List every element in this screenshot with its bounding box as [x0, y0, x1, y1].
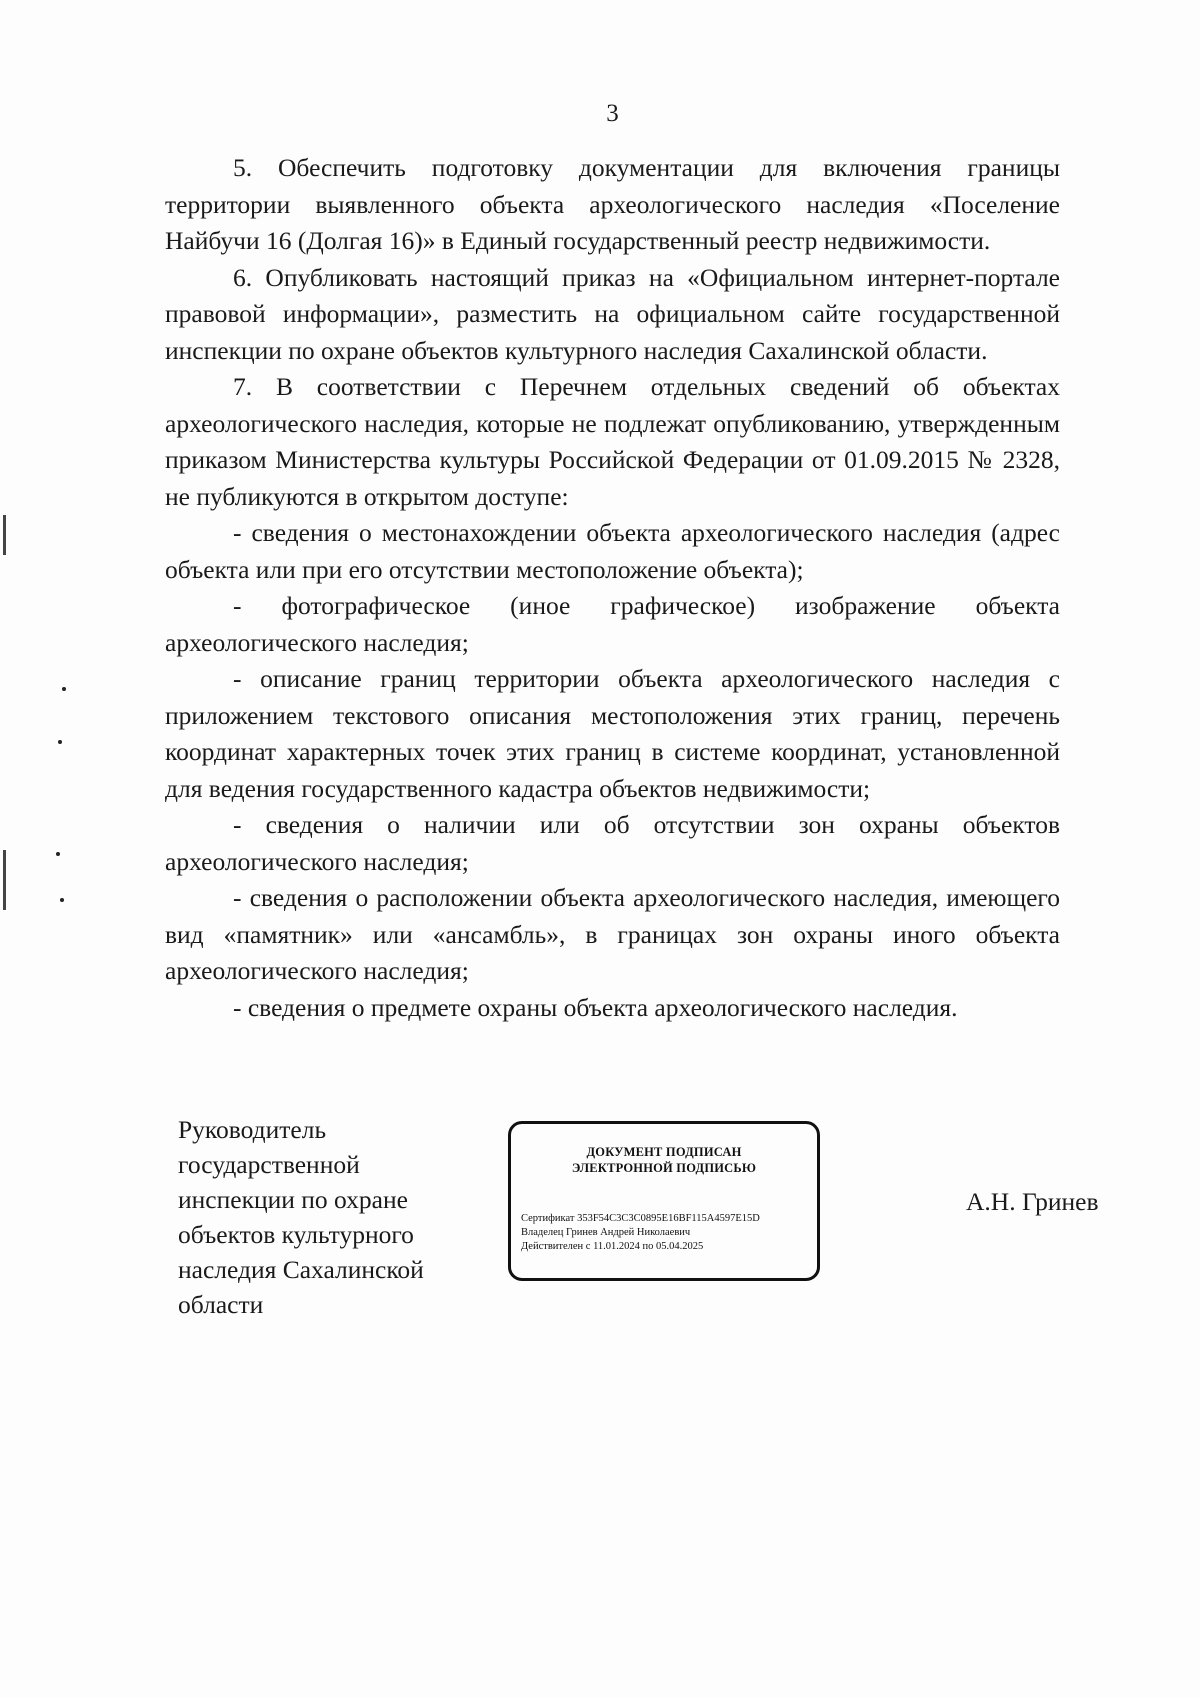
stamp-title-line: ЭЛЕКТРОННОЙ ПОДПИСЬЮ — [571, 1161, 757, 1175]
signatory-position — [178, 1112, 468, 1322]
position-line: объектов культурного — [178, 1220, 414, 1249]
paragraph-5: 5. Обеспечить подготовку документации для включения границы территории выявленного объекта археологического наследия «Поселение Найбучи 16 (Долгая 16)» в Единый государственный реестр недвижимости. — [165, 153, 1060, 255]
signatory-name: А.Н. Гринев — [966, 1187, 1099, 1216]
page-number: 3 — [606, 100, 619, 127]
position-line: государственной — [178, 1150, 360, 1179]
list-item-monument-location: - сведения о расположении объекта археологического наследия, имеющего вид «памятник» или «ансамбль», в границах зон охраны иного объекта археологического наследия; — [165, 883, 1060, 985]
stamp-details — [521, 1212, 816, 1254]
position-line: Руководитель — [178, 1115, 327, 1144]
scan-edge-mark — [3, 850, 6, 910]
list-item-photo: - фотографическое (иное графическое) изображение объекта археологического наследия; — [165, 591, 1060, 657]
scan-speck — [62, 687, 66, 691]
list-item-protection-subject: - сведения о предмете охраны объекта археологического наследия. — [233, 992, 958, 1022]
list-item-boundaries: - описание границ территории объекта археологического наследия с приложением текстового описания местоположения этих границ, перечень координат характерных точек этих границ в системе координат, установленной для ведения государственного кадастра объектов недвижимости; — [165, 664, 1060, 803]
electronic-signature-stamp — [508, 1121, 820, 1281]
position-line: инспекции по охране — [178, 1185, 408, 1214]
scan-speck — [56, 852, 60, 856]
list-item-protection-zones: - сведения о наличии или об отсутствии зон охраны объектов археологического наследия; — [165, 810, 1060, 876]
stamp-title — [511, 1144, 817, 1176]
scan-edge-mark — [3, 515, 6, 555]
scan-speck — [60, 898, 64, 902]
paragraph-7: 7. В соответствии с Перечнем отдельных сведений об объектах археологического наследия, которые не подлежат опубликованию, утвержденным приказом Министерства культуры Российской Федерации от 01.09.2015 № 2328, не публикуются в открытом доступе: — [165, 372, 1060, 511]
scan-speck — [58, 740, 62, 744]
position-line: наследия Сахалинской — [178, 1255, 424, 1284]
position-line: области — [178, 1290, 264, 1319]
document-body — [165, 150, 1060, 1026]
stamp-validity: Действителен с 11.01.2024 по 05.04.2025 — [521, 1241, 704, 1252]
paragraph-6: 6. Опубликовать настоящий приказ на «Официальном интернет-портале правовой информации», разместить на официальном сайте государственной инспекции по охране объектов культурного наследия Сахалинской области. — [165, 262, 1060, 365]
list-item-location: - сведения о местонахождении объекта археологического наследия (адрес объекта или при его отсутствии местоположение объекта); — [165, 518, 1060, 584]
stamp-title-line: ДОКУМЕНТ ПОДПИСАН — [586, 1145, 742, 1159]
stamp-owner: Владелец Гринев Андрей Николаевич — [521, 1227, 691, 1238]
stamp-certificate: Сертификат 353F54C3C3C0895E16BF115A4597E15D — [521, 1213, 760, 1224]
